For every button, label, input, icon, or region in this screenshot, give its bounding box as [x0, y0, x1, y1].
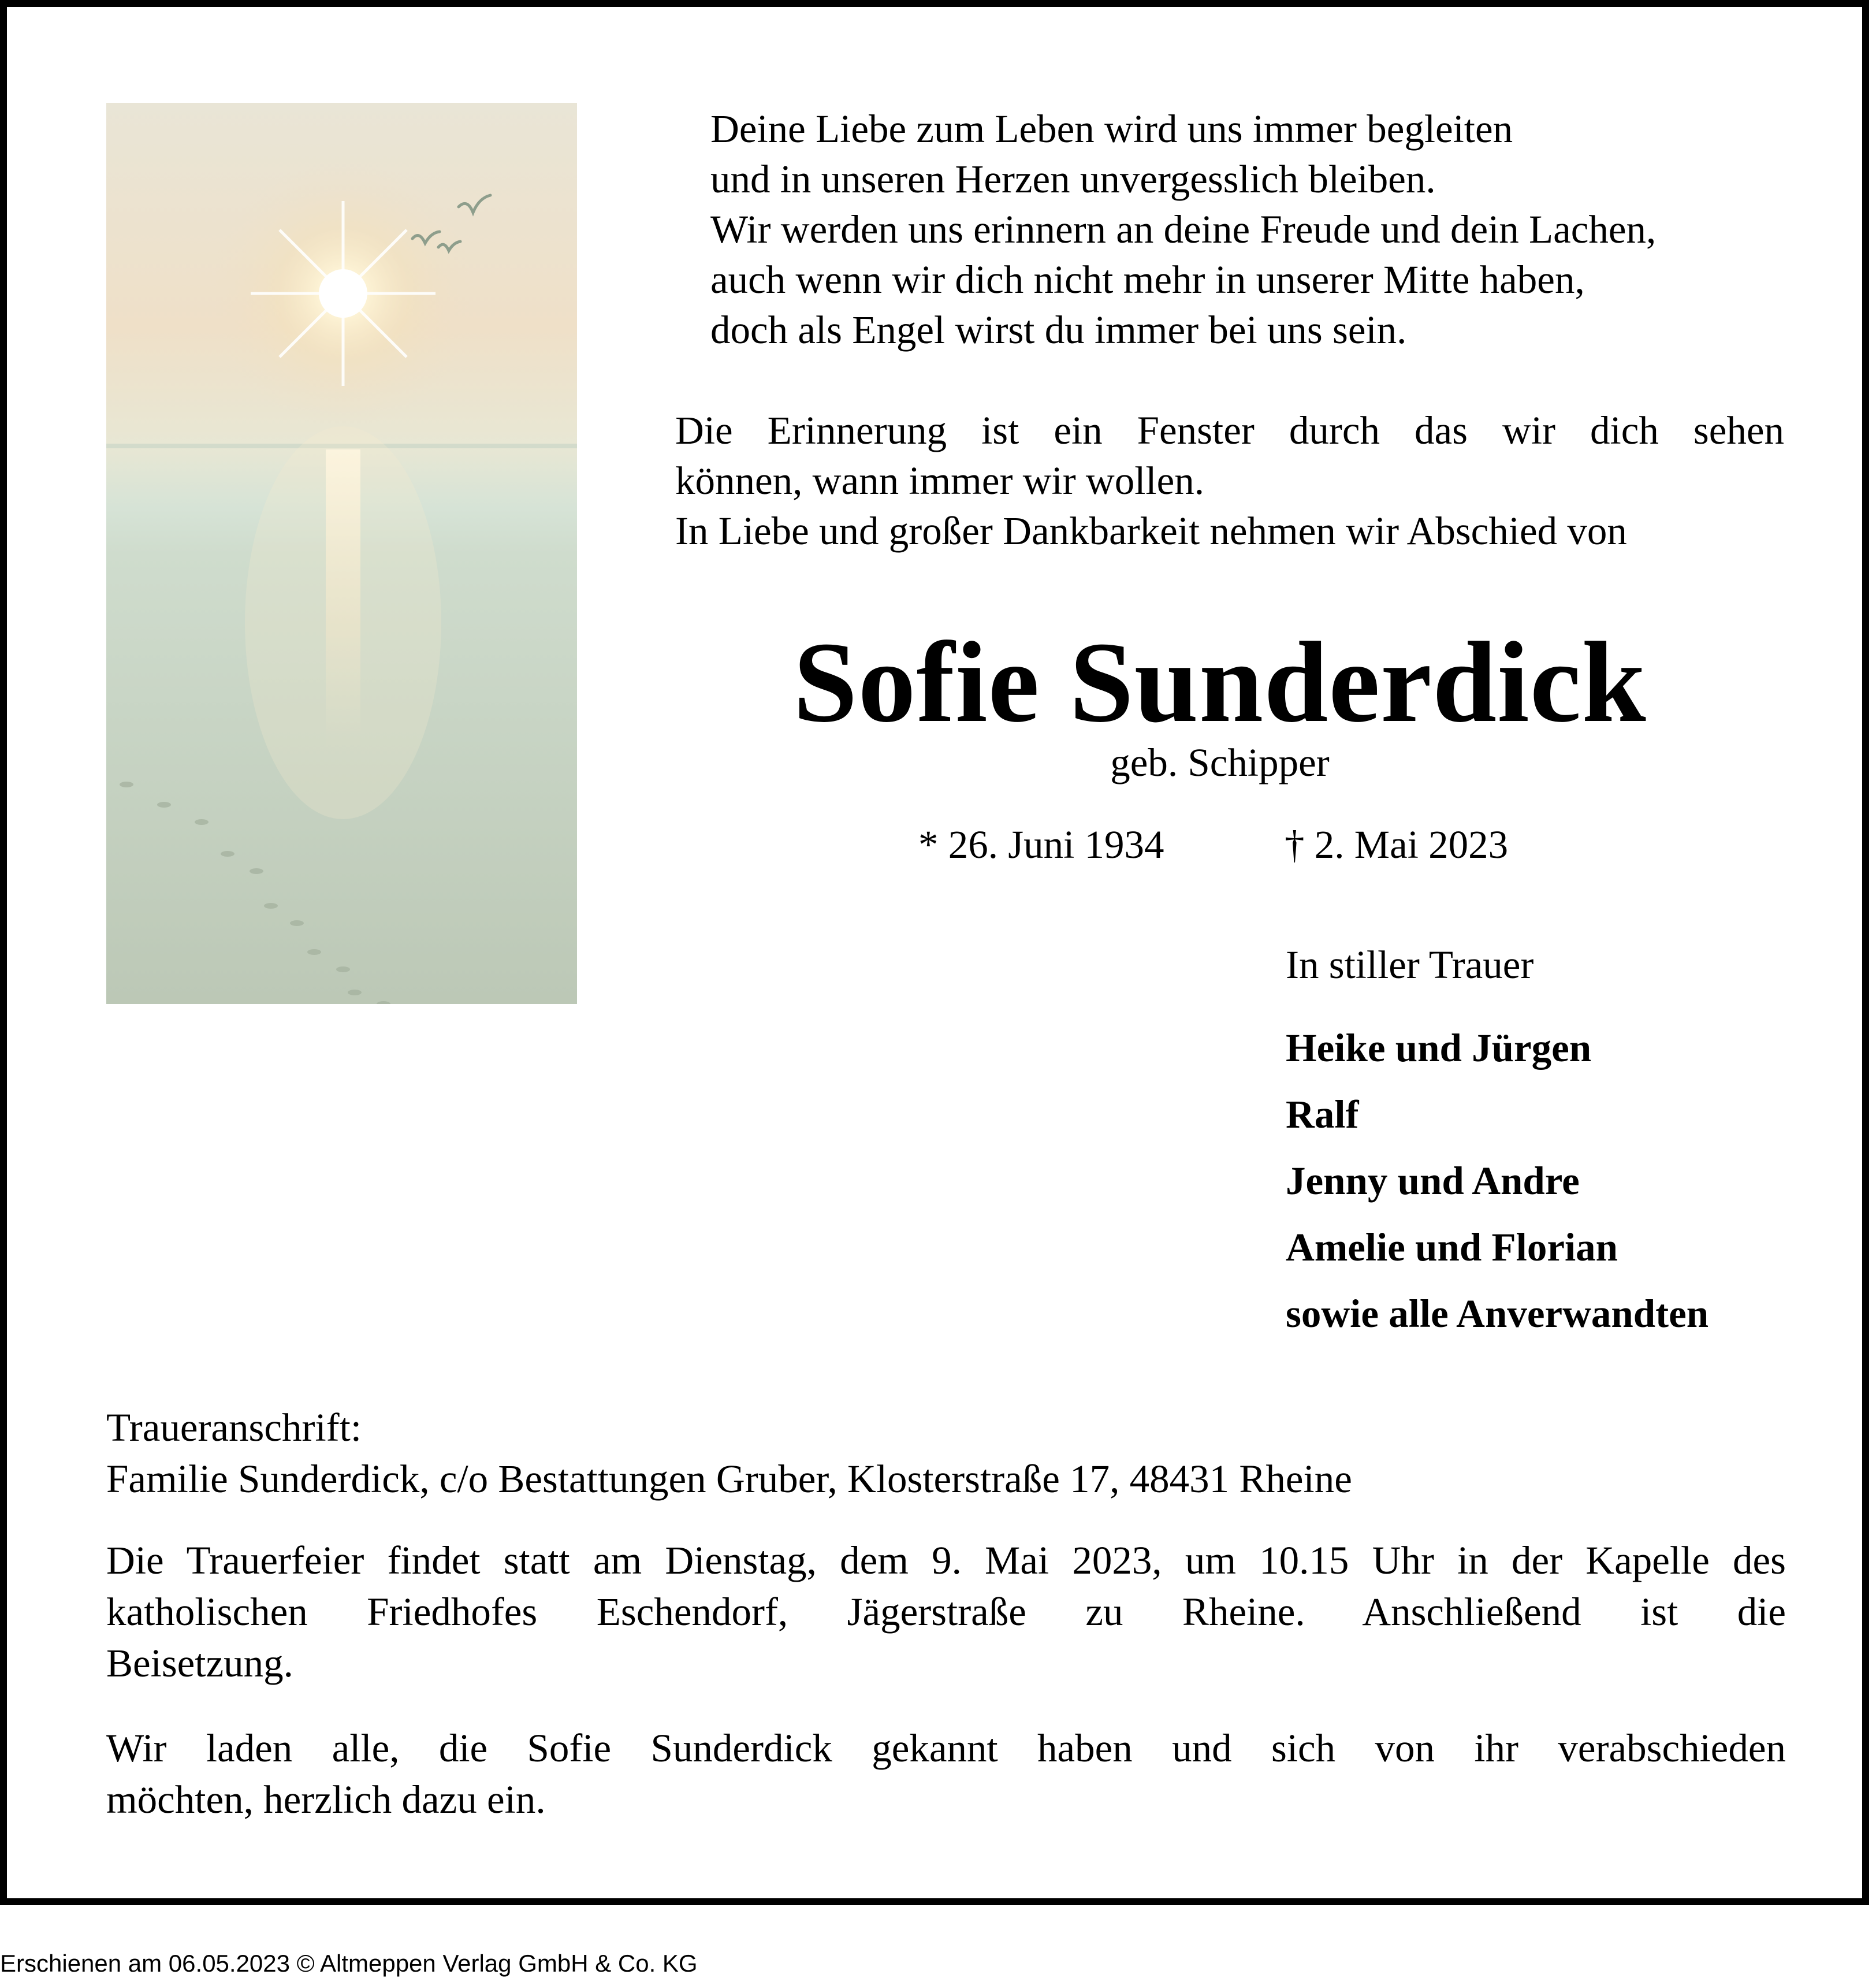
publication-footer: Erschienen am 06.05.2023 © Altmeppen Verlag GmbH & Co. KG — [0, 1950, 698, 1977]
mourner-name: Heike und Jürgen — [1286, 1026, 1592, 1070]
address-text: Familie Sunderdick, c/o Bestattungen Gruber, Klosterstraße 17, 48431 Rheine — [106, 1457, 1352, 1501]
mourning-address — [106, 1402, 1787, 1505]
sunset-sea-image — [106, 103, 577, 1004]
death-date: † 2. Mai 2023 — [1285, 823, 1509, 867]
ceremony-line: katholischen Friedhofes Eschendorf, Jägerstraße zu Rheine. Anschließend ist die — [106, 1590, 1786, 1634]
invitation-line: Wir laden alle, die Sofie Sunderdick gekannt haben und sich von ihr verabschieden — [106, 1726, 1786, 1770]
birth-date: * 26. Juni 1934 — [918, 823, 1164, 867]
poem-line: Deine Liebe zum Leben wird uns immer begleiten — [710, 107, 1513, 151]
ceremony-line: Die Trauerfeier findet statt am Dienstag, dem 9. Mai 2023, um 10.15 Uhr in der Kapelle des — [106, 1538, 1786, 1582]
memory-paragraph — [675, 406, 1784, 556]
mourner-name: Jenny und Andre — [1286, 1159, 1580, 1203]
address-label: Traueranschrift: — [106, 1406, 362, 1449]
poem-line: und in unseren Herzen unvergesslich bleiben. — [710, 157, 1436, 201]
mourning-intro: In stiller Trauer — [1286, 943, 1534, 987]
poem-line: Wir werden uns erinnern an deine Freude und dein Lachen, — [710, 207, 1657, 251]
mourner-name: Amelie und Florian — [1286, 1225, 1618, 1269]
poem — [710, 104, 1808, 355]
mourners-list — [1286, 1015, 1708, 1347]
memory-line: können, wann immer wir wollen. — [675, 459, 1204, 503]
poem-line: auch wenn wir dich nicht mehr in unserer Mitte haben, — [710, 258, 1585, 302]
deceased-name: Sofie Sunderdick — [793, 619, 1647, 746]
poem-line: doch als Engel wirst du immer bei uns sein. — [710, 308, 1407, 352]
invitation-line: möchten, herzlich dazu ein. — [106, 1778, 546, 1821]
ceremony-line: Beisetzung. — [106, 1641, 293, 1685]
sunset-sea-photo — [106, 103, 577, 1004]
mourner-name: Ralf — [1286, 1092, 1359, 1136]
invitation-paragraph — [106, 1723, 1786, 1825]
ceremony-paragraph — [106, 1535, 1786, 1689]
memory-line: Die Erinnerung ist ein Fenster durch das wir dich sehen — [675, 408, 1784, 452]
maiden-name: geb. Schipper — [1110, 741, 1330, 784]
memory-line: In Liebe und großer Dankbarkeit nehmen wir Abschied von — [675, 509, 1627, 553]
mourner-name: sowie alle Anverwandten — [1286, 1292, 1709, 1336]
